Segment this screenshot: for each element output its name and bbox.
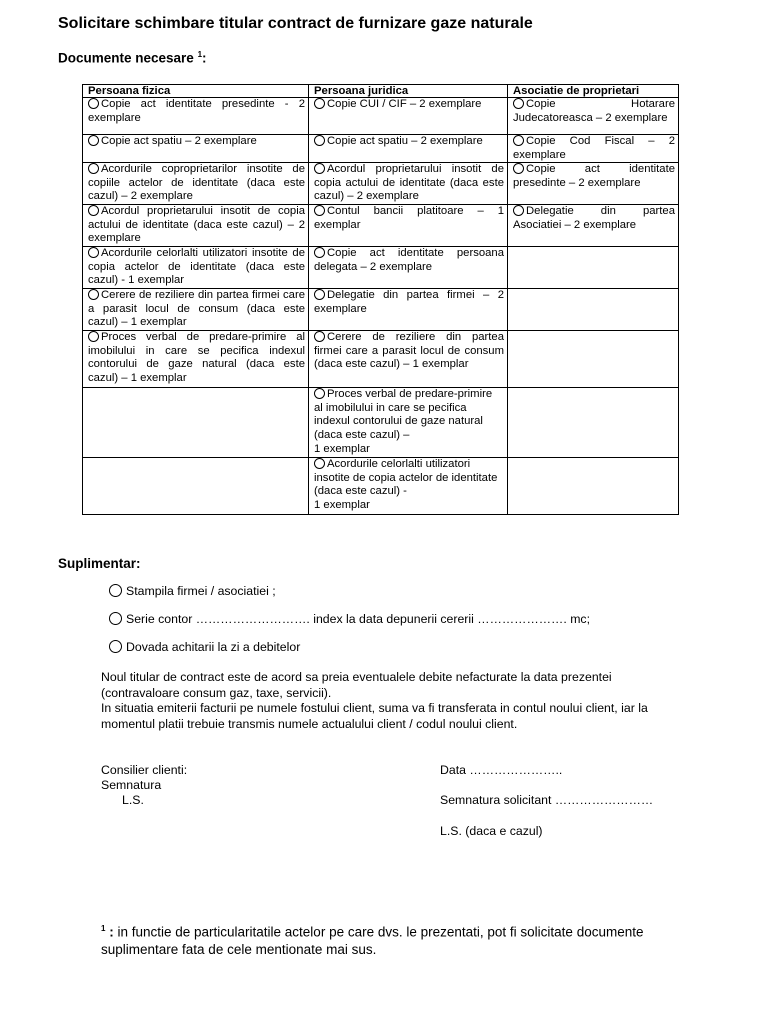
radio-circle-icon[interactable]: [314, 458, 325, 469]
cell-text: Cerere de reziliere din partea firmei care a parasit locul de consum (daca este cazul) – 1 exemplar: [314, 331, 504, 371]
cell-fizica: [83, 163, 309, 205]
cell-juridica: [309, 98, 508, 135]
cell-text: Acordul proprietarului insotit de copia actului de identitate (daca este cazul) – 2 exemplare: [314, 163, 504, 203]
table-row: [83, 388, 679, 458]
supl-item-label: Serie contor ………………………. index la data depunerii cererii …………………. mc;: [126, 612, 590, 626]
consilier-label: Consilier clienti:: [101, 763, 188, 777]
cell-asociatie: [508, 135, 679, 163]
table-row: [83, 247, 679, 289]
cell-text: Acordurile celorlalti utilizatori insotite de copia actelor de identitate (daca este cazul) -: [314, 458, 498, 498]
cell-text: Copie act identitate persoana delegata – 2 exemplare: [314, 247, 504, 273]
cell-juridica: [309, 458, 508, 515]
cell-text: Copie act spatiu – 2 exemplare: [101, 135, 257, 147]
cell-asociatie: [508, 98, 679, 135]
cell-text: Proces verbal de predare-primire al imobilului in care se pecifica indexul contorului de gaze natural (daca este cazul) –: [314, 388, 493, 441]
header-persoana-fizica: Persoana fizica: [83, 85, 309, 98]
radio-circle-icon[interactable]: [88, 289, 99, 300]
cell-fizica: [83, 135, 309, 163]
cell-fizica: [83, 98, 309, 135]
cell-text: Copie act identitate presedinte – 2 exemplare: [513, 163, 675, 189]
table-row: [83, 98, 679, 135]
cell-juridica: [309, 331, 508, 388]
required-documents-colon: :: [202, 50, 207, 66]
cell-text: Acordurile celorlalti utilizatori insotite de copia actelor de identitate (daca este cazul) - 1 exemplar: [88, 247, 305, 287]
cell-text: Copie act identitate presedinte - 2 exemplare: [88, 98, 305, 124]
supl-item-dovada: [109, 640, 300, 654]
footnote: [101, 920, 681, 958]
cell-fizica: [83, 388, 309, 458]
cell-text: Copie Cod Fiscal – 2 exemplare: [513, 135, 675, 161]
cell-text: Acordul proprietarului insotit de copia actului de identitate (daca este cazul) – 2 exemplare: [88, 205, 305, 245]
cell-asociatie: [508, 331, 679, 388]
table-row: [83, 331, 679, 388]
radio-circle-icon[interactable]: [88, 205, 99, 216]
cell-text: Proces verbal de predare-primire al imobilului in care se pecifica indexul contorului de gaze natural (daca este cazul) – 1 exemplar: [88, 331, 305, 384]
radio-circle-icon[interactable]: [314, 98, 325, 109]
radio-circle-icon[interactable]: [513, 135, 524, 146]
radio-circle-icon[interactable]: [314, 388, 325, 399]
radio-circle-icon[interactable]: [109, 640, 122, 653]
supl-item-label: Stampila firmei / asociatiei ;: [126, 584, 276, 598]
cell-text: 1 exemplar: [314, 498, 370, 511]
table-row: [83, 289, 679, 331]
radio-circle-icon[interactable]: [88, 331, 99, 342]
radio-circle-icon[interactable]: [88, 163, 99, 174]
radio-circle-icon[interactable]: [513, 98, 524, 109]
radio-circle-icon[interactable]: [109, 584, 122, 597]
cell-fizica: [83, 247, 309, 289]
ls-caz-label: L.S. (daca e cazul): [440, 824, 543, 838]
cell-juridica: [309, 388, 508, 458]
page-title: Solicitare schimbare titular contract de furnizare gaze naturale: [58, 15, 533, 32]
cell-juridica: [309, 163, 508, 205]
table-row: [83, 205, 679, 247]
header-asociatie: Asociatie de proprietari: [508, 85, 679, 98]
table-row: [83, 163, 679, 205]
cell-text: Copie Hotarare Judecatoreasca – 2 exemplare: [513, 98, 675, 124]
semnatura-solicitant-field: Semnatura solicitant ……………………: [440, 793, 654, 807]
radio-circle-icon[interactable]: [314, 331, 325, 342]
supl-item-stampila: [109, 584, 276, 598]
cell-juridica: [309, 247, 508, 289]
radio-circle-icon[interactable]: [314, 135, 325, 146]
radio-circle-icon[interactable]: [88, 98, 99, 109]
radio-circle-icon[interactable]: [314, 163, 325, 174]
table-row: [83, 135, 679, 163]
header-persoana-juridica: Persoana juridica: [309, 85, 508, 98]
table-row: [83, 458, 679, 515]
data-field: Data …………………..: [440, 763, 563, 777]
cell-text: Contul bancii platitoare – 1 exemplar: [314, 205, 504, 231]
footnote-ref: 1: [197, 50, 203, 59]
ls-label: L.S.: [122, 793, 144, 807]
cell-text: Acordurile coproprietarilor insotite de copiile actelor de identitate (daca este cazul) – 2 exemplare: [88, 163, 305, 203]
footnote-colon: :: [105, 924, 114, 940]
cell-text: Delegatie din partea Asociatiei – 2 exemplare: [513, 205, 675, 231]
required-documents-label: Documente necesare: [58, 50, 194, 66]
agreement-text-1: Noul titular de contract este de acord sa preia eventualele debite nefacturate la data prezentei (contravaloare consum gaz, taxe, servicii).: [101, 670, 612, 700]
documents-table-body: [83, 98, 679, 515]
radio-circle-icon[interactable]: [314, 289, 325, 300]
cell-asociatie: [508, 163, 679, 205]
cell-text: Delegatie din partea firmei – 2 exemplare: [314, 289, 504, 315]
cell-fizica: [83, 205, 309, 247]
required-documents-heading: [58, 50, 207, 66]
radio-circle-icon[interactable]: [314, 205, 325, 216]
cell-fizica: [83, 331, 309, 388]
radio-circle-icon[interactable]: [109, 612, 122, 625]
cell-text: Copie CUI / CIF – 2 exemplare: [327, 98, 482, 110]
cell-text: Cerere de reziliere din partea firmei care a parasit locul de consum (daca este cazul) – 1 exemplar: [88, 289, 305, 329]
cell-text: Copie act spatiu – 2 exemplare: [327, 135, 483, 147]
cell-fizica: [83, 458, 309, 515]
cell-asociatie: [508, 458, 679, 515]
footnote-marker: 1: [101, 924, 106, 933]
supl-item-serie-contor: [109, 612, 590, 626]
agreement-paragraph: [101, 670, 681, 732]
cell-fizica: [83, 289, 309, 331]
suplimentar-heading: Suplimentar:: [58, 556, 141, 571]
cell-asociatie: [508, 247, 679, 289]
radio-circle-icon[interactable]: [88, 247, 99, 258]
cell-text: 1 exemplar: [314, 442, 370, 455]
documents-table: [82, 84, 679, 515]
footnote-text: in functie de particularitatile actelor pe care dvs. le prezentati, pot fi solicitate documente suplimentare fata de cele mentionate mai sus.: [101, 924, 644, 957]
cell-asociatie: [508, 205, 679, 247]
semnatura-label: Semnatura: [101, 778, 162, 792]
table-header-row: [83, 85, 679, 98]
radio-circle-icon[interactable]: [88, 135, 99, 146]
cell-asociatie: [508, 388, 679, 458]
radio-circle-icon[interactable]: [513, 205, 524, 216]
radio-circle-icon[interactable]: [314, 247, 325, 258]
cell-juridica: [309, 135, 508, 163]
supl-item-label: Dovada achitarii la zi a debitelor: [126, 640, 301, 654]
cell-juridica: [309, 289, 508, 331]
cell-asociatie: [508, 289, 679, 331]
radio-circle-icon[interactable]: [513, 163, 524, 174]
agreement-text-2: In situatia emiterii facturii pe numele fostului client, suma va fi transferata in contul noului client, iar la momentul platii trebuie transmis numele actualului client / codul noului client.: [101, 701, 648, 731]
cell-juridica: [309, 205, 508, 247]
